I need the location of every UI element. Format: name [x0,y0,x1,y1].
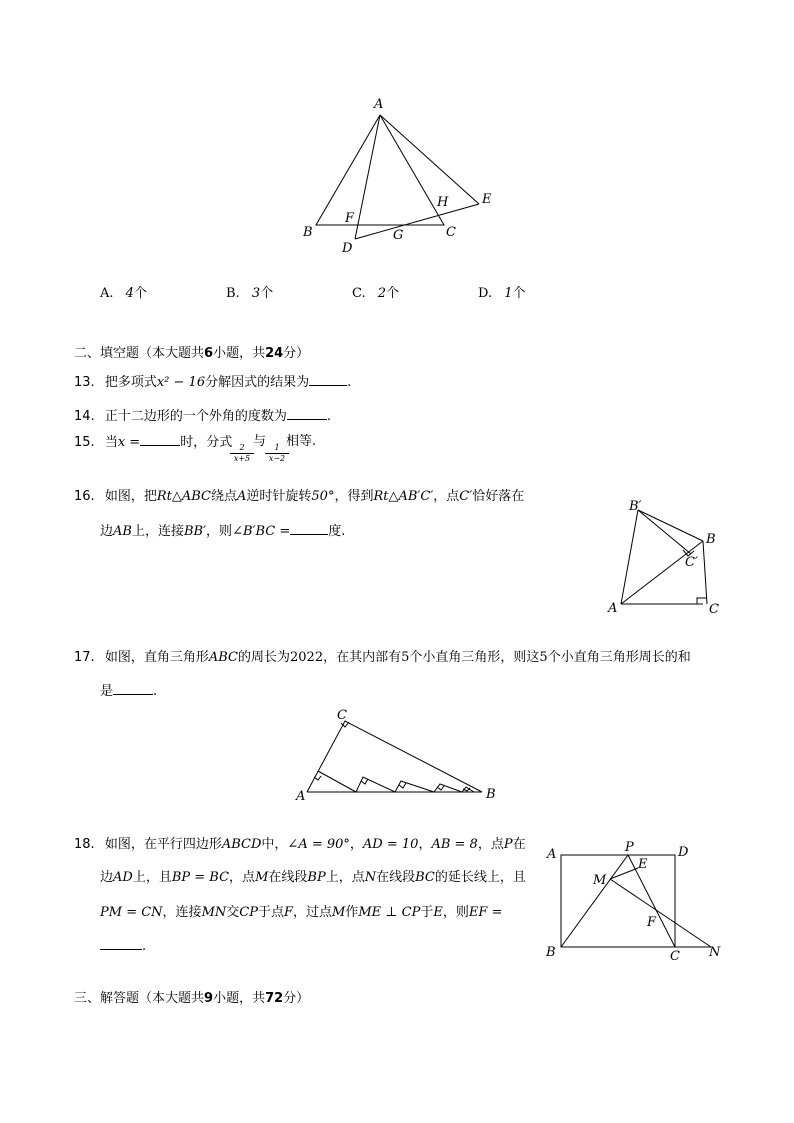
option-a[interactable]: A. 4个 [100,286,147,301]
option-d[interactable]: D. 1个 [478,286,526,301]
fig16-label-A: A [608,601,618,616]
fig1-label-A: A [374,97,384,112]
fig18-label-N: N [709,945,721,960]
fig16-label-Bprime: B′ [629,499,642,514]
fig1-label-G: G [393,228,404,243]
question-16-line1: 16. 如图，把Rt△ABC绕点A逆时针旋转50°，得到Rt△AB′C′，点C′恰好落在 [74,489,525,504]
fig1-label-E: E [482,192,492,207]
fig18-label-P: P [625,840,634,855]
question-13: 13. 把多项式x² − 16分解因式的结果为 . [74,375,352,390]
section-heading-fill-in: 二、填空题（本大题共6小题，共24分） [74,346,310,361]
fig1-label-F: F [345,211,355,226]
question-18-line4: . [100,937,146,956]
question-18-line3: PM = CN，连接MN交CP于点F，过点M作ME ⊥ CP于E，则EF = [100,905,503,920]
question-17-line2: 是 . [100,684,158,699]
fig16-label-B: B [706,532,716,547]
fraction-1-over-x-minus-2: $\frac{1}{x-2}$ [265,443,289,464]
question-15: 15. 当x = 时，分式 [74,435,233,450]
fig18-label-M: M [593,873,607,888]
question-17-line1: 17. 如图，直角三角形ABC的周长为2022，在其内部有5个小直角三角形，则这5个小直角三角形周长的和 [74,650,691,665]
fig1-label-C: C [446,225,456,240]
fig17-label-A: A [296,789,306,804]
question-18-line2: 边AD上，且BP = BC，点M在线段BP上，点N在线段BC的延长线上，且 [100,870,526,885]
fig18-label-B: B [546,945,556,960]
fig18-label-A: A [547,847,557,862]
question-14: 14. 正十二边形的一个外角的度数为 . [74,409,331,424]
option-c[interactable]: C. 2个 [352,286,400,301]
fig18-label-E: E [638,857,648,872]
fig1-label-D: D [342,241,353,256]
question-16-line2: 边AB上，连接BB′，则∠B′BC = 度. [100,524,346,539]
question-18-line1: 18. 如图，在平行四边形ABCD中，∠A = 90°，AD = 10，AB = 8，点P在 [74,837,526,852]
q15-with: 与 [253,434,267,449]
section-heading-solutions: 三、解答题（本大题共9小题，共72分） [74,991,310,1006]
option-b[interactable]: B. 3个 [226,286,274,301]
fig1-label-B: B [303,225,313,240]
fig1-label-H: H [437,195,449,210]
fig17-label-B: B [486,787,496,802]
fig16-label-C: C [709,602,719,617]
q15-tail: 相等. [286,434,317,449]
fig17-label-C: C [337,708,347,723]
fig18-label-D: D [678,845,689,860]
fraction-2-over-x-plus-5: $\frac{2}{x+5}$ [230,443,254,464]
fig16-label-Cprime: C′ [685,555,698,570]
fig18-label-F: F [647,915,657,930]
fig18-label-C: C [670,949,680,964]
